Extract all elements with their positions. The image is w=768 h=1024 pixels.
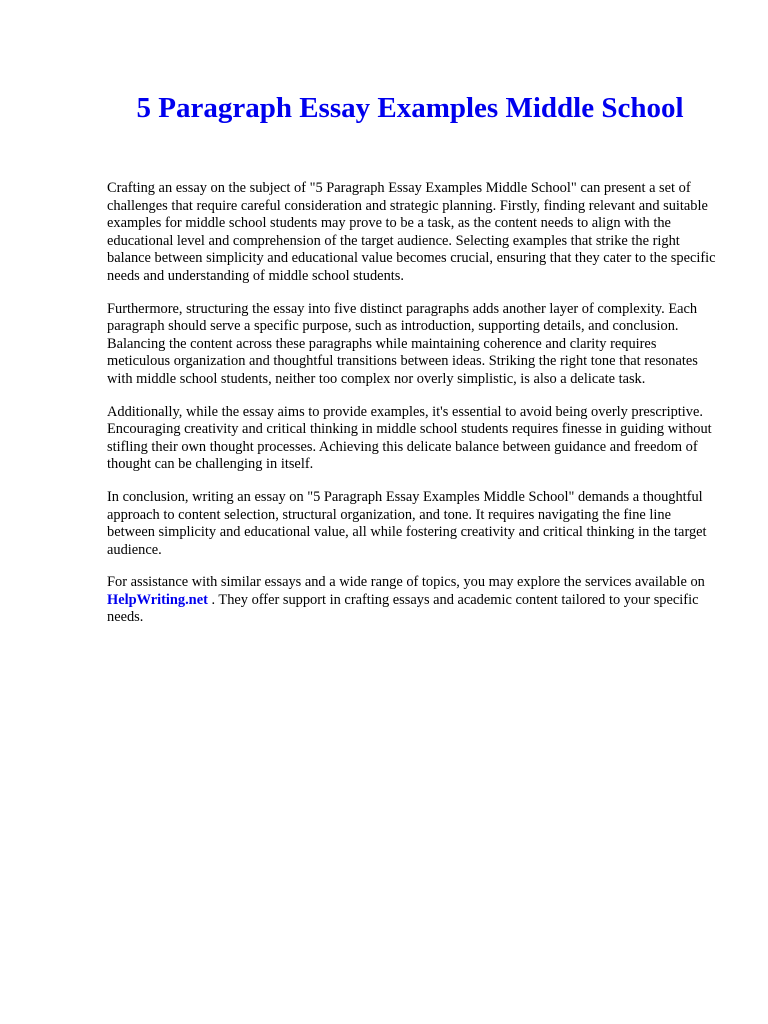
essay-body: [107, 180, 717, 642]
helpwriting-link[interactable]: HelpWriting.net: [107, 591, 208, 608]
closing-text-before-link: For assistance with similar essays and a wide range of topics, you may explore the services available on: [107, 574, 705, 591]
paragraph-3: Additionally, while the essay aims to provide examples, it's essential to avoid being overly prescriptive. Encouraging creativity and critical thinking in middle school students requires finesse in guiding without stifling their own thought processes. Achieving this delicate balance between guidance and freedom of thought can be challenging in itself.: [107, 403, 712, 473]
paragraph-4: In conclusion, writing an essay on "5 Paragraph Essay Examples Middle School" demands a thoughtful approach to content selection, structural organization, and tone. It requires navigating the fine line between simplicity and educational value, all while fostering creativity and critical thinking in the target audience.: [107, 488, 707, 558]
page-title: 5 Paragraph Essay Examples Middle School: [136, 92, 684, 124]
paragraph-1: Crafting an essay on the subject of "5 Paragraph Essay Examples Middle School" can present a set of challenges that require careful consideration and strategic planning. Firstly, finding relevant and suitable examples for middle school students may prove to be a task, as the content needs to align with the educational level and comprehension of the target audience. Selecting examples that strike the right balance between simplicity and educational value becomes crucial, ensuring that they cater to the specific needs and understanding of middle school students.: [107, 180, 716, 284]
closing-text-after-link: . They offer support in crafting essays and academic content tailored to your specific needs.: [107, 591, 699, 626]
closing-paragraph: [107, 574, 717, 627]
paragraph-2: Furthermore, structuring the essay into five distinct paragraphs adds another layer of complexity. Each paragraph should serve a specific purpose, such as introduction, supporting details, and conclusion. Balancing the content across these paragraphs while maintaining coherence and clarity requires meticulous organization and thoughtful transitions between ideas. Striking the right tone that resonates with middle school students, neither too complex nor overly simplistic, is also a delicate task.: [107, 300, 698, 387]
